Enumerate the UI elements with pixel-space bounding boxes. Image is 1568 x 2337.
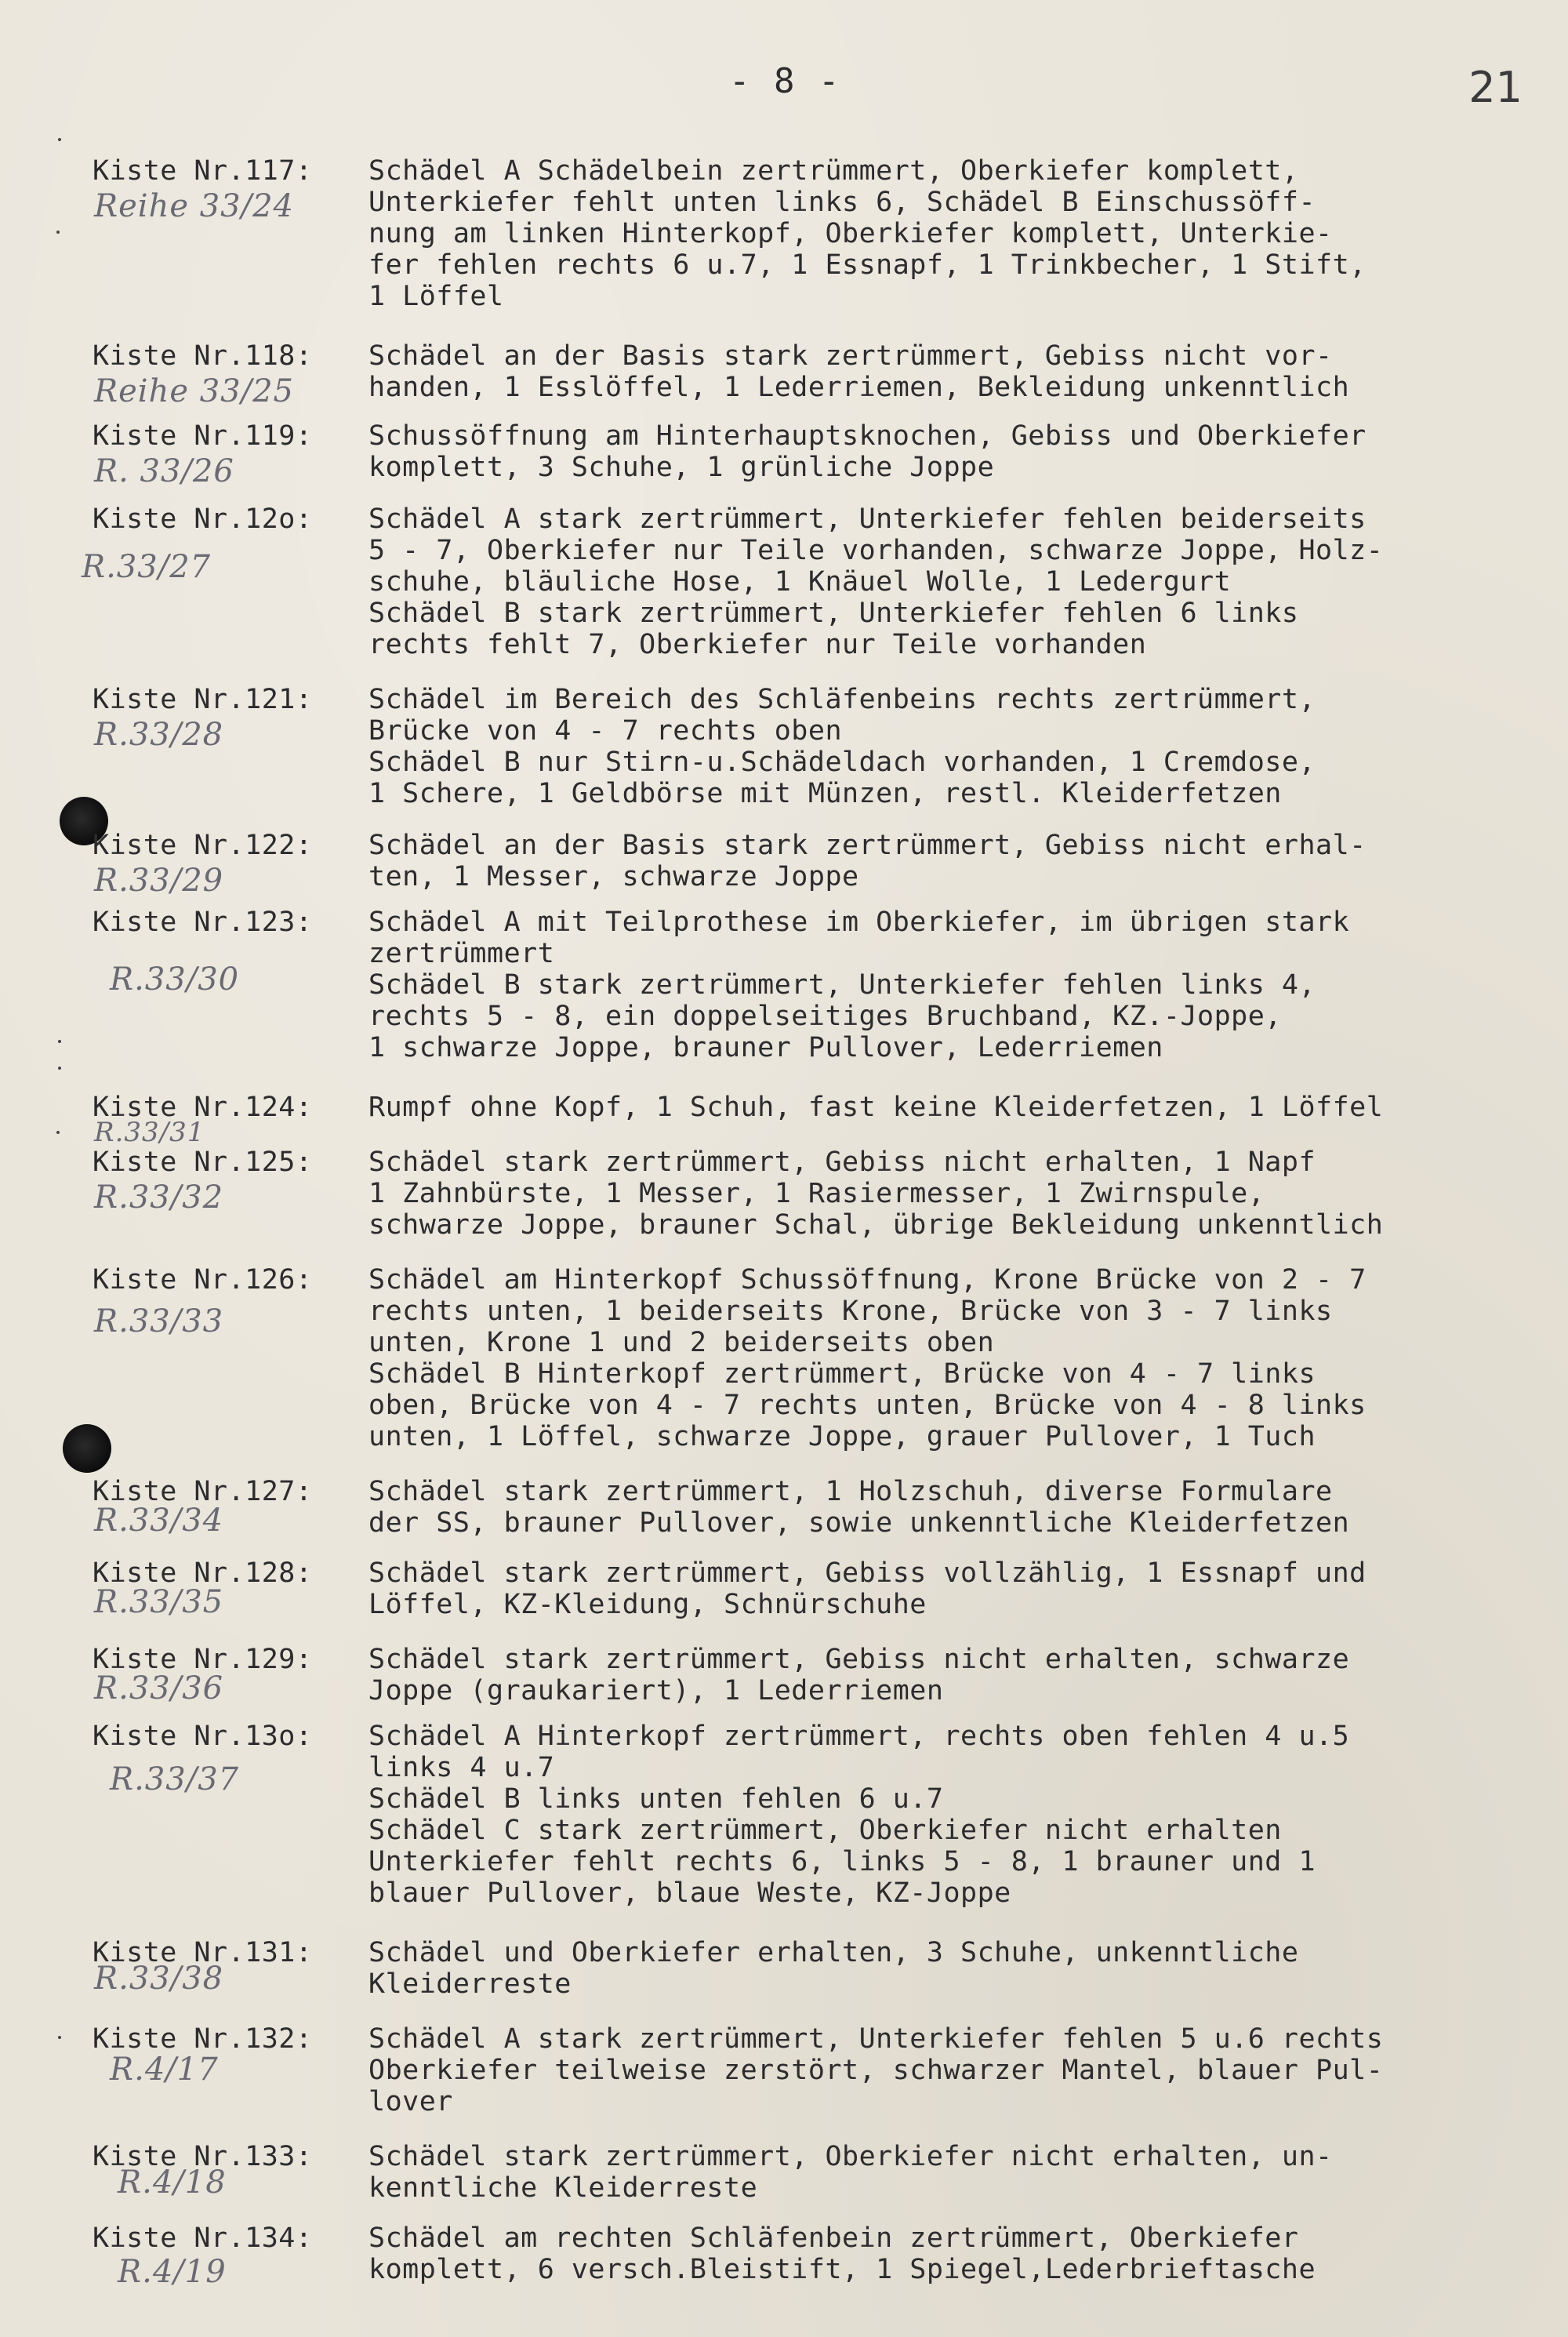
handwritten-ref: R.33/38 [94,1961,224,1997]
entry-description [368,2223,1544,2285]
description-line: Schädel an der Basis stark zertrümmert, Gebiss nicht erhal- [368,830,1367,861]
kiste-label: Kiste Nr.122: [93,830,313,861]
description-line: Löffel, KZ-Kleidung, Schnürschuhe [368,1589,927,1620]
entry-description [368,1937,1544,2000]
description-line: Schädel B stark zertrümmert, Unterkiefer fehlen 6 links [368,598,1299,629]
entry-description [368,340,1544,403]
description-line: Schädel A stark zertrümmert, Unterkiefer fehlen 5 u.6 rechts [368,2023,1384,2055]
handwritten-ref: Reihe 33/24 [94,188,295,224]
kiste-label: Kiste Nr.124: [93,1092,313,1123]
description-line: zertrümmert [368,938,555,969]
handwritten-ref: Reihe 33/25 [94,373,295,409]
description-line: Schädel stark zertrümmert, Oberkiefer nicht erhalten, un- [368,2141,1333,2172]
description-line: Schädel A Schädelbein zertrümmert, Oberkiefer komplett, [368,155,1299,187]
entry-description [368,1476,1544,1539]
entry-description [368,1721,1544,1909]
description-line: Schädel und Oberkiefer erhalten, 3 Schuhe, unkenntliche [368,1937,1299,1968]
description-line: Unterkiefer fehlt unten links 6, Schädel B Einschussöff- [368,187,1316,218]
description-line: Schädel A Hinterkopf zertrümmert, rechts oben fehlen 4 u.5 [368,1721,1350,1752]
description-line: Schädel B stark zertrümmert, Unterkiefer fehlen links 4, [368,969,1316,1001]
description-line: links 4 u.7 [368,1752,555,1783]
description-line: Schädel B nur Stirn-u.Schädeldach vorhanden, 1 Cremdose, [368,747,1316,778]
description-line: Schädel B Hinterkopf zertrümmert, Brücke von 4 - 7 links [368,1358,1316,1390]
description-line: rechts fehlt 7, Oberkiefer nur Teile vorhanden [368,629,1147,660]
margin-mark [58,138,61,141]
description-line: 1 Löffel [368,281,504,312]
kiste-label: Kiste Nr.126: [93,1264,313,1296]
kiste-label: Kiste Nr.13o: [93,1721,313,1752]
entry-description [368,1264,1544,1452]
description-line: fer fehlen rechts 6 u.7, 1 Essnapf, 1 Trinkbecher, 1 Stift, [368,249,1367,281]
entry-description [368,907,1544,1063]
description-line: Joppe (graukariert), 1 Lederriemen [368,1675,944,1706]
handwritten-ref: R.4/17 [110,2052,219,2088]
handwritten-ref: R.33/30 [110,961,240,998]
description-line: komplett, 6 versch.Bleistift, 1 Spiegel,Lederbrieftasche [368,2254,1316,2285]
margin-mark [58,2036,61,2039]
handwritten-ref: R.33/34 [94,1503,224,1539]
handwritten-ref: R.33/36 [94,1670,224,1706]
description-line: Schädel B links unten fehlen 6 u.7 [368,1783,944,1815]
entry-description [368,155,1544,312]
page-number: - 8 - [729,61,841,101]
description-line: handen, 1 Esslöffel, 1 Lederriemen, Bekleidung unkenntlich [368,372,1350,403]
description-line: 1 Schere, 1 Geldbörse mit Münzen, restl. Kleiderfetzen [368,778,1282,809]
handwritten-ref: R.33/31 [94,1117,205,1148]
description-line: 1 schwarze Joppe, brauner Pullover, Lederriemen [368,1032,1163,1063]
description-line: Oberkiefer teilweise zerstört, schwarzer Mantel, blauer Pul- [368,2055,1384,2086]
handwritten-ref: R.33/29 [94,863,224,899]
kiste-label: Kiste Nr.134: [93,2223,313,2254]
description-line: Schädel stark zertrümmert, Gebiss vollzählig, 1 Essnapf und [368,1557,1367,1589]
description-line: nung am linken Hinterkopf, Oberkiefer komplett, Unterkie- [368,218,1333,249]
handwritten-ref: R.33/28 [94,717,224,753]
entry-description [368,2141,1544,2204]
entry-description [368,1092,1544,1123]
description-line: lover [368,2086,453,2117]
description-line: Schädel A mit Teilprothese im Oberkiefer, im übrigen stark [368,907,1350,938]
kiste-label: Kiste Nr.123: [93,907,313,938]
description-line: Schädel stark zertrümmert, Gebiss nicht erhalten, schwarze [368,1644,1350,1675]
description-line: blauer Pullover, blaue Weste, KZ-Joppe [368,1877,1011,1909]
description-line: schuhe, bläuliche Hose, 1 Knäuel Wolle, 1 Ledergurt [368,566,1232,598]
punch-hole-lower [63,1424,111,1473]
description-line: komplett, 3 Schuhe, 1 grünliche Joppe [368,452,995,483]
archive-number: 21 [1468,63,1523,112]
kiste-label: Kiste Nr.128: [93,1557,313,1589]
description-line: Schädel am Hinterkopf Schussöffnung, Krone Brücke von 2 - 7 [368,1264,1367,1296]
entry-description [368,2023,1544,2117]
kiste-label: Kiste Nr.119: [93,420,313,452]
description-line: unten, Krone 1 und 2 beiderseits oben [368,1327,995,1358]
description-line: Kleiderreste [368,1968,572,2000]
description-line: schwarze Joppe, brauner Schal, übrige Bekleidung unkenntlich [368,1209,1384,1241]
description-line: Schädel stark zertrümmert, 1 Holzschuh, diverse Formulare [368,1476,1333,1507]
handwritten-ref: R.33/35 [94,1584,224,1620]
handwritten-ref: R.33/33 [94,1303,224,1339]
description-line: der SS, brauner Pullover, sowie unkenntliche Kleiderfetzen [368,1507,1350,1539]
kiste-label: Kiste Nr.121: [93,684,313,715]
entry-description [368,1644,1544,1706]
margin-mark [56,1131,60,1134]
description-line: 5 - 7, Oberkiefer nur Teile vorhanden, schwarze Joppe, Holz- [368,535,1384,566]
entry-description [368,830,1544,892]
kiste-label: Kiste Nr.118: [93,340,313,372]
entry-description [368,1147,1544,1241]
handwritten-ref: R.33/32 [94,1179,224,1216]
description-line: Schädel C stark zertrümmert, Oberkiefer nicht erhalten [368,1815,1282,1846]
description-line: unten, 1 Löffel, schwarze Joppe, grauer Pullover, 1 Tuch [368,1421,1316,1452]
description-line: Schädel im Bereich des Schläfenbeins rechts zertrümmert, [368,684,1316,715]
handwritten-ref: R. 33/26 [94,453,234,489]
entry-description [368,684,1544,809]
description-line: Schädel an der Basis stark zertrümmert, Gebiss nicht vor- [368,340,1333,372]
description-line: kenntliche Kleiderreste [368,2172,758,2204]
kiste-label: Kiste Nr.129: [93,1644,313,1675]
kiste-label: Kiste Nr.127: [93,1476,313,1507]
handwritten-ref: R.33/37 [110,1761,240,1797]
handwritten-ref: R.4/18 [118,2164,227,2201]
kiste-label: Kiste Nr.132: [93,2023,313,2055]
description-line: Rumpf ohne Kopf, 1 Schuh, fast keine Kleiderfetzen, 1 Löffel [368,1092,1384,1123]
description-line: Schussöffnung am Hinterhauptsknochen, Gebiss und Oberkiefer [368,420,1367,452]
description-line: rechts unten, 1 beiderseits Krone, Brücke von 3 - 7 links [368,1296,1333,1327]
kiste-label: Kiste Nr.131: [93,1937,313,1968]
margin-mark [58,1067,61,1070]
description-line: Schädel stark zertrümmert, Gebiss nicht erhalten, 1 Napf [368,1147,1316,1178]
description-line: oben, Brücke von 4 - 7 rechts unten, Brücke von 4 - 8 links [368,1390,1367,1421]
description-line: Schädel am rechten Schläfenbein zertrümmert, Oberkiefer [368,2223,1299,2254]
entry-description [368,503,1544,660]
kiste-label: Kiste Nr.12o: [93,503,313,535]
kiste-label: Kiste Nr.133: [93,2141,313,2172]
kiste-label: Kiste Nr.117: [93,155,313,187]
description-line: 1 Zahnbürste, 1 Messer, 1 Rasiermesser, 1 Zwirnspule, [368,1178,1265,1209]
description-line: Brücke von 4 - 7 rechts oben [368,715,843,747]
margin-mark [58,1040,61,1043]
description-line: Unterkiefer fehlt rechts 6, links 5 - 8, 1 brauner und 1 [368,1846,1316,1877]
handwritten-ref: R.33/27 [82,549,212,585]
entry-description [368,1557,1544,1620]
handwritten-ref: R.4/19 [118,2254,227,2290]
description-line: rechts 5 - 8, ein doppelseitiges Bruchband, KZ.-Joppe, [368,1001,1282,1032]
margin-mark [56,231,60,234]
description-line: ten, 1 Messer, schwarze Joppe [368,861,859,892]
entry-description [368,420,1544,483]
kiste-label: Kiste Nr.125: [93,1147,313,1178]
description-line: Schädel A stark zertrümmert, Unterkiefer fehlen beiderseits [368,503,1367,535]
